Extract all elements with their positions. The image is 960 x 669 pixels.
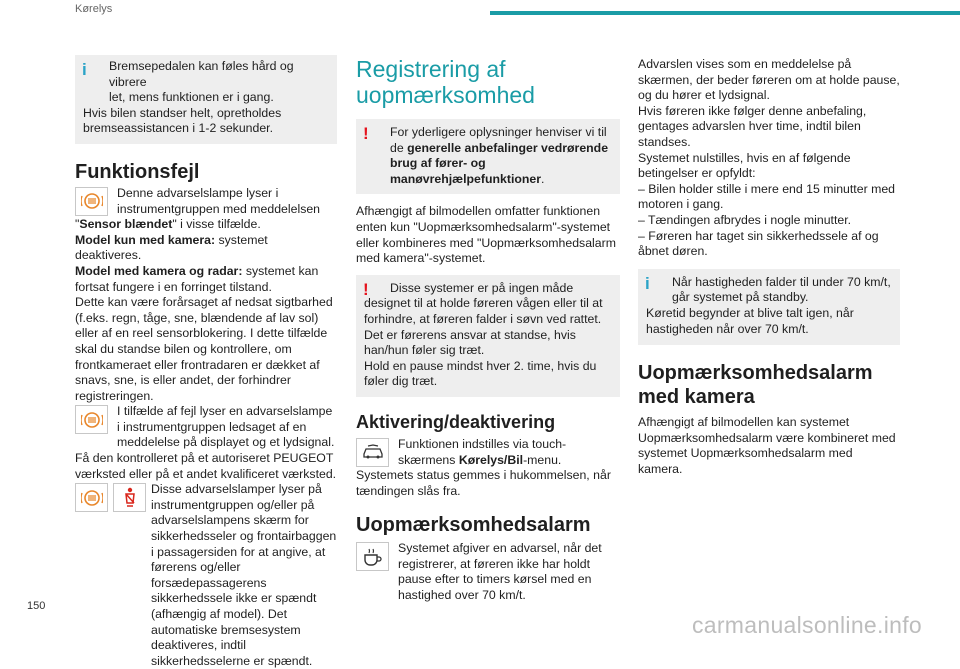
info-note: [75, 55, 337, 144]
fault-text: I tilfælde af fejl lyser en advarselslampe i instrumentgruppen ledsaget af en meddelelse på displayet og et lydsignal.: [117, 404, 335, 450]
note-text: Disse systemer er på ingen måde designet til at holde føreren vågen eller til at forhindre, at føreren falder i søvn ved rattet. Det er førerens ansvar at standse, hvis han/hun føler sig træt.: [364, 280, 603, 358]
section-title-kamera: Uopmærksomhedsalarm med kamera: [638, 362, 873, 409]
car-settings-icon: [356, 438, 389, 467]
page-number: 150: [27, 600, 46, 612]
header-accent-bar: [490, 11, 960, 15]
warning-note: [356, 275, 620, 397]
paragraph: Systemets status gemmes i hukommelsen, når tændingen slås fra.: [356, 468, 611, 498]
paragraph: Advarslen vises som en meddelelse på skærmen, der beder føreren om at holde pause, og du hører et lydsignal.: [638, 57, 900, 103]
fault-block-2: [75, 404, 337, 451]
note-line: Bremsepedalen kan føles hård og vibrere: [109, 59, 294, 89]
model-label: Model med kamera og radar:: [75, 263, 243, 278]
note-text: [364, 125, 612, 187]
note-text: Hold en pause mindst hver 2. time, hvis du føler dig træt.: [364, 358, 597, 389]
sensor-warning-icon: [75, 405, 108, 434]
activation-block: [356, 437, 620, 468]
warning-icon: !: [363, 124, 369, 143]
sensor-warning-icon: [75, 483, 108, 512]
note-text-end: .: [541, 171, 545, 186]
info-icon: i: [645, 273, 650, 293]
activation-text: [398, 437, 566, 467]
list-item: – Tændingen afbrydes i nogle minutter.: [638, 212, 852, 227]
alarm-text: Systemet afgiver en advarsel, når det registrerer, at føreren ikke har holdt pause efter to timers kørsel med en hastighed over 70 km/t.: [398, 541, 602, 603]
middle-column: [356, 56, 620, 604]
warning-note: [356, 119, 620, 194]
fault-text-cont: [75, 217, 337, 233]
watermark: carmanualsonline.info: [691, 612, 922, 638]
paragraph: Få den kontrolleret på et autoriseret PEUGEOT værksted eller på et andet kvalificeret værksted.: [75, 451, 337, 481]
paragraph: Systemet nulstilles, hvis en af følgende betingelser er opfyldt:: [638, 150, 851, 181]
header-section: Kørelys: [75, 3, 113, 15]
menu-name: Kørelys/Bil: [458, 452, 524, 467]
model-line: [75, 233, 337, 264]
fault-block-3: [75, 482, 337, 669]
model-text: systemet kan fortsat fungere i en forringet tilstand.: [75, 263, 319, 294]
info-note: [638, 269, 900, 345]
paragraph: Afhængigt af bilmodellen omfatter funktionen enten kun "Uopmærksomhedsalarm"-systemet eller kombineres med "Uopmærksomhedsalarm med kamera"-systemet.: [356, 204, 616, 266]
note-text: Når hastigheden falder til under 70 km/t, går systemet på standby.: [672, 274, 891, 305]
fault-text: Disse advarselslamper lyser på instrumentgruppen og/eller på advarselslampens skærm for sikkerhedsseler og frontairbaggen i passagersiden for at angive, at førerens og/eller forsædepassagerens sikkerhedssele ikke er spændt (afhængig af model). Det automatiske bremsesystem deaktiveres, indtil sikkerhedsselerne er spændt.: [151, 482, 337, 668]
alarm-block: [356, 541, 620, 603]
note-text: Køretid begynder at blive talt igen, når hastigheden når over 70 km/t.: [646, 305, 854, 336]
note-text-part: For yderligere oplysninger henviser vi til de: [390, 125, 607, 155]
model-line: [75, 264, 337, 295]
note-bold: generelle anbefalinger vedrørende brug af fører- og manøvrehjælpefunktioner: [390, 140, 609, 186]
model-text: systemet deaktiveres.: [75, 232, 268, 263]
message-name: Sensor blændet: [79, 217, 173, 232]
warning-icon: !: [363, 279, 369, 299]
paragraph: Dette kan være forårsaget af nedsat sigtbarhed (f.eks. regn, tåge, sne, blændende af lav sol) eller af en reel sensorblokering. I dette tilfælde skal du standse bilen og kontrollere, om frontkameraet eller frontradaren er dækket af snavs, sne, is eller andet, der forhindrer registreringen.: [75, 295, 333, 403]
fault-text: Denne advarselslampe lyser i instrumentgruppen med meddelelsen: [117, 185, 321, 216]
quote: ": [75, 217, 80, 232]
section-title-funktionsfejl: Funktionsfejl: [75, 160, 200, 183]
coffee-cup-icon: [356, 542, 389, 571]
fault-block-1: [75, 186, 337, 217]
right-column: [638, 57, 900, 477]
fault-text-end: " i visse tilfælde.: [172, 217, 261, 232]
activation-text-end: -menu.: [523, 452, 562, 467]
sensor-warning-icon: [75, 187, 108, 216]
paragraph: Hvis føreren ikke følger denne anbefaling, gentages advarslen hver time, indtil bilen standses.: [638, 103, 867, 149]
activation-text-part: Funktionen indstilles via touch-skærmens: [398, 436, 567, 467]
left-column: [75, 55, 337, 669]
section-title-uopmaerksomhedsalarm: Uopmærksomhedsalarm: [356, 514, 591, 537]
list-item: – Føreren har taget sin sikkerhedssele af og åbnet døren.: [638, 228, 879, 259]
model-label: Model kun med kamera:: [75, 232, 216, 247]
section-title-uopmaerksomhed: Registrering af uopmærksomhed: [356, 56, 535, 108]
section-title-aktivering: Aktivering/deaktivering: [356, 411, 556, 432]
list-item: – Bilen holder stille i mere end 15 minutter med motoren i gang.: [638, 181, 895, 212]
paragraph: Afhængigt af bilmodellen kan systemet Uopmærksomhedsalarm være kombineret med systemet Uopmærksomhedsalarm med kamera.: [638, 415, 896, 476]
note-line: let, mens funktionen er i gang.: [109, 90, 274, 105]
note-text: Hvis bilen standser helt, opretholdes bremseassistancen i 1-2 sekunder.: [83, 105, 282, 136]
info-icon: i: [82, 60, 87, 79]
seatbelt-warning-icon: [113, 483, 146, 512]
